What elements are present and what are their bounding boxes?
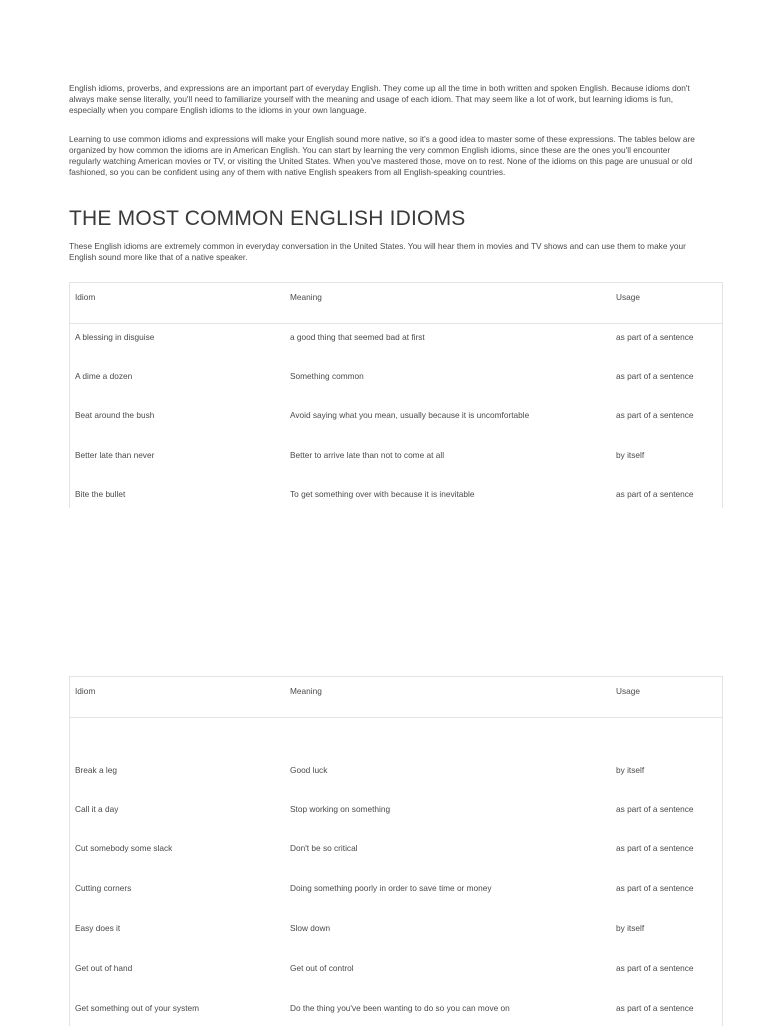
row-usage: as part of a sentence [616, 371, 694, 381]
row-idiom: Bite the bullet [75, 489, 126, 499]
row-idiom: Easy does it [75, 923, 121, 933]
table-row [70, 923, 722, 962]
row-idiom: Cutting corners [75, 883, 132, 893]
row-usage: as part of a sentence [616, 843, 694, 853]
table-row [70, 843, 722, 882]
table-row [70, 883, 722, 922]
idioms-table-1 [69, 282, 723, 508]
row-idiom: Beat around the bush [75, 410, 155, 420]
row-usage: by itself [616, 923, 645, 933]
row-meaning: Something common [290, 371, 364, 381]
row-meaning: Avoid saying what you mean, usually because it is uncomfortable [290, 410, 530, 420]
row-idiom: A dime a dozen [75, 371, 133, 381]
row-meaning: Good luck [290, 765, 328, 775]
row-meaning: Get out of control [290, 963, 354, 973]
row-meaning: Don't be so critical [290, 843, 358, 853]
row-usage: by itself [616, 765, 645, 775]
table-row [70, 410, 722, 449]
row-usage: as part of a sentence [616, 332, 694, 342]
row-meaning: Doing something poorly in order to save time or money [290, 883, 492, 893]
section-heading: THE MOST COMMON ENGLISH IDIOMS [69, 207, 466, 230]
table-header [70, 283, 722, 324]
row-idiom: Get something out of your system [75, 1003, 200, 1013]
row-meaning: To get something over with because it is inevitable [290, 489, 475, 499]
header-usage: Usage [616, 686, 640, 696]
row-idiom: A blessing in disguise [75, 332, 155, 342]
row-meaning: Better to arrive late than not to come at all [290, 450, 445, 460]
row-idiom: Call it a day [75, 804, 119, 814]
row-usage: as part of a sentence [616, 1003, 694, 1013]
row-idiom: Break a leg [75, 765, 117, 775]
section-description: These English idioms are extremely common in everyday conversation in the United States. You will hear them in movies and TV shows and can use them to make your English sound more like that of a native speaker. [69, 241, 686, 262]
table-row [70, 804, 722, 843]
table-row [70, 371, 722, 410]
table-row [70, 765, 722, 804]
table-row [70, 450, 722, 489]
intro-paragraph-2: Learning to use common idioms and expressions will make your English sound more native, so it's a good idea to master some of these expressions. The tables below are organized by how common the idioms are in American English. You can start by learning the very common English idioms, since these are the ones you'll encounter regularly watching American movies or TV, or visiting the United States. When you've mastered those, move on to rest. None of the idioms on this page are unusual or old fashioned, so you can be confident using any of them with native English speakers from all English-speaking countries. [69, 134, 695, 177]
row-meaning: a good thing that seemed bad at first [290, 332, 425, 342]
row-idiom: Better late than never [75, 450, 155, 460]
idioms-table-2 [69, 676, 723, 1026]
table-row [70, 332, 722, 371]
header-idiom: Idiom [75, 686, 96, 696]
row-usage: as part of a sentence [616, 804, 694, 814]
table-header [70, 677, 722, 718]
row-usage: by itself [616, 450, 645, 460]
header-meaning: Meaning [290, 292, 322, 302]
row-usage: as part of a sentence [616, 883, 694, 893]
header-meaning: Meaning [290, 686, 322, 696]
row-idiom: Cut somebody some slack [75, 843, 173, 853]
table-row [70, 489, 722, 528]
table-row [70, 963, 722, 1002]
row-usage: as part of a sentence [616, 963, 694, 973]
row-meaning: Slow down [290, 923, 331, 933]
row-idiom: Get out of hand [75, 963, 133, 973]
header-idiom: Idiom [75, 292, 96, 302]
table-row [70, 1003, 722, 1023]
header-usage: Usage [616, 292, 640, 302]
row-usage: as part of a sentence [616, 410, 694, 420]
row-meaning: Do the thing you've been wanting to do so you can move on [290, 1003, 510, 1013]
row-usage: as part of a sentence [616, 489, 694, 499]
intro-paragraph-1: English idioms, proverbs, and expressions are an important part of everyday English. They come up all the time in both written and spoken English. Because idioms don't always make sense literally, you'll need to familiarize yourself with the meaning and usage of each idiom. That may seem like a lot of work, but learning idioms is fun, especially when you compare English idioms to the idioms in your own language. [69, 83, 690, 115]
row-meaning: Stop working on something [290, 804, 391, 814]
